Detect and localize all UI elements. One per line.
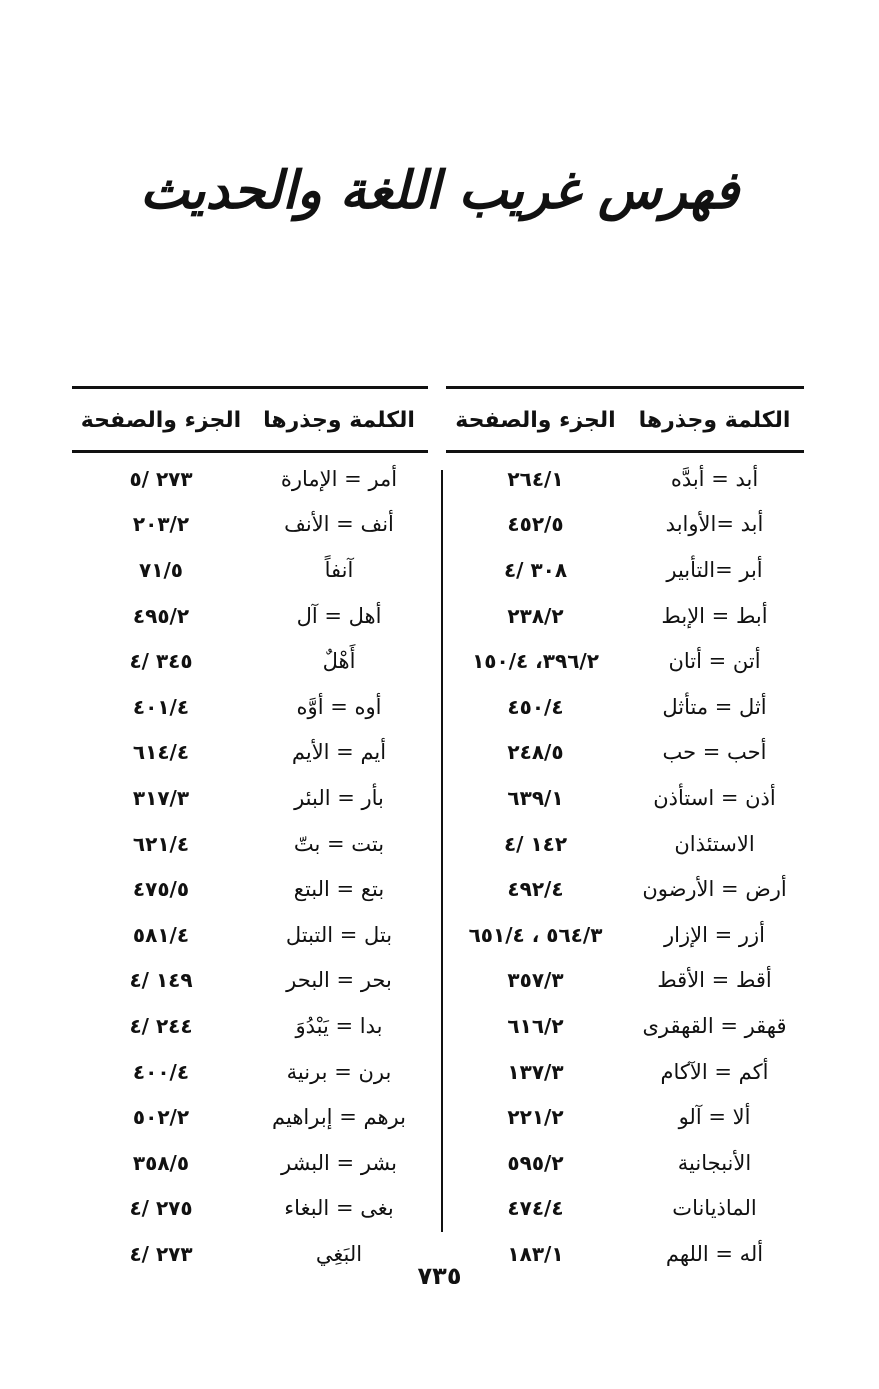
column-header-location: الجزء والصفحة [80,407,242,433]
table-body-left [72,456,428,1277]
table-row [72,456,428,502]
table-row [72,593,428,639]
entry-location: ٣٥٧/٣ [507,968,564,993]
entry-location: ٤٧٥/٥ [132,877,190,902]
column-divider [441,470,443,1232]
entry-location: ٤٠٠/٤ [132,1059,190,1084]
entry-word: أرض = الأرضون [642,877,787,902]
entry-location: ٥٨١/٤ [132,922,190,947]
table-row [72,1186,428,1232]
table-row [446,547,804,593]
table-row [72,684,428,730]
entry-word: أثل = متأثل [662,694,767,719]
entry-word: أبد = أبدَّه [670,466,759,491]
entry-word: أهل = آل [296,603,382,628]
entry-word: برهم = إبراهيم [272,1105,406,1130]
entry-word: البَغِي [315,1241,363,1266]
table-row [446,821,804,867]
table-row [446,684,804,730]
table-top-rule [446,386,804,389]
column-header-word: الكلمة وجذرها [638,407,791,433]
table-row [446,593,804,639]
entry-location: ٣٥٨/٥ [132,1150,190,1175]
table-header-rule [446,450,804,453]
entry-word: بتل = التبتل [285,922,393,947]
entry-location: ٤٩٥/٢ [132,603,190,628]
table-top-rule [72,386,428,389]
table-row [72,1049,428,1095]
table-row [446,912,804,958]
table-row [72,775,428,821]
table-row [72,638,428,684]
entry-location: ٦٢١/٤ [132,831,190,856]
table-row [72,1140,428,1186]
entry-location: ٣١٧/٣ [132,785,190,810]
table-row [446,1186,804,1232]
entry-word: أقط = الأقط [657,968,772,993]
index-table-left [72,386,428,1266]
entry-word: الماذيانات [672,1196,757,1221]
entry-word: برن = برنية [286,1059,392,1084]
table-body-right [446,456,804,1277]
entry-word: أنف = الأنف [284,512,394,537]
entry-word: ألا = آلو [678,1105,751,1130]
entry-location: ٢٧٥ /٤ [129,1196,193,1221]
entry-location: ٦١٤/٤ [132,740,190,765]
table-row [446,958,804,1004]
entry-word: بشر = البشر [280,1150,397,1175]
entry-word: بحر = البحر [286,968,392,993]
entry-word: أبر =التأبير [666,557,763,582]
table-row [446,638,804,684]
table-row [72,502,428,548]
entry-word: أتن = أتان [668,649,761,674]
entry-word: أوه = أوَّه [296,694,382,719]
table-header-rule [72,450,428,453]
entry-word: الأنبجانية [677,1150,752,1175]
table-row [72,912,428,958]
entry-word: أمر = الإمارة [280,466,398,491]
page-title: فهرس غريب اللغة والحديث [140,160,739,221]
entry-location: ٢٧٣ /٤ [129,1241,193,1266]
entry-location: ٥٠٢/٢ [132,1105,190,1130]
entry-location: ٣٠٨ /٤ [503,557,568,582]
index-table-right [446,386,804,1266]
table-row [72,730,428,776]
entry-location: ٢٤٤ /٤ [129,1013,193,1038]
entry-location: ٤٥٢/٥ [507,512,564,537]
table-row [446,1094,804,1140]
entry-location: ٣٤٥ /٤ [129,649,193,674]
table-row [446,456,804,502]
page-number: ٧٣٥ [417,1262,462,1290]
entry-location: ٤٧٤/٤ [507,1196,564,1221]
entry-word: بغى = البغاء [284,1196,394,1221]
table-row [446,1140,804,1186]
entry-word: أحب = حب [662,740,767,765]
entry-location: ٢٤٨/٥ [507,740,564,765]
table-row [72,1094,428,1140]
entry-location: ٤٠١/٤ [132,694,190,719]
entry-word: أبد =الأوابد [665,512,764,537]
entry-word: أذن = استأذن [653,785,776,810]
entry-word: الاستئذان [674,831,755,856]
entry-location: ١٨٣/١ [507,1241,564,1266]
entry-word: بتت = بتّ [293,831,385,856]
entry-word: أيم = الأيم [291,740,387,765]
entry-location: ٤٩٢/٤ [507,877,564,902]
table-header-row [446,394,804,446]
entry-location: ٢٣٨/٢ [507,603,564,628]
entry-location: ١٣٧/٣ [507,1059,564,1084]
entry-word: أزر = الإزار [664,922,765,947]
table-row [446,1049,804,1095]
table-row [72,1003,428,1049]
entry-word: أله = اللهم [665,1241,764,1266]
entry-location: ٢٠٣/٢ [132,512,190,537]
entry-location: ٢٢١/٢ [507,1105,564,1130]
entry-word: بأر = البئر [294,785,384,810]
entry-word: بتع = البتع [293,877,385,902]
table-row [446,866,804,912]
table-row [72,547,428,593]
entry-word: قهقر = القهقرى [642,1013,787,1038]
table-header-row [72,394,428,446]
entry-word: آنفاً [324,557,354,582]
entry-location: ١٤٩ /٤ [129,968,193,993]
table-row [72,866,428,912]
entry-word: أَهْلٌ [322,649,356,674]
entry-location: ٢٦٤/١ [507,466,564,491]
table-row [446,502,804,548]
table-row [446,730,804,776]
entry-location: ٦١٦/٢ [507,1013,564,1038]
entry-location: ٢٧٣ /٥ [129,466,193,491]
entry-word: بدا = يَبْدُوَ [295,1013,383,1038]
entry-location: ٦٣٩/١ [507,785,564,810]
entry-location: ٤٥٠/٤ [507,694,564,719]
table-row [72,821,428,867]
table-row [446,1003,804,1049]
entry-location: ٣٩٦/٢، ١٥٠/٤ [472,649,599,674]
table-row [446,775,804,821]
entry-location: ٥٩٥/٢ [507,1150,564,1175]
column-header-word: الكلمة وجذرها [263,407,415,433]
entry-word: أبط = الإبط [661,603,768,628]
entry-location: ٧١/٥ [139,557,183,582]
entry-location: ١٤٢ /٤ [503,831,568,856]
entry-word: أكم = الآكام [660,1059,769,1084]
column-header-location: الجزء والصفحة [455,407,616,433]
entry-location: ٥٦٤/٣ ، ٦٥١/٤ [468,922,603,947]
table-row [72,958,428,1004]
